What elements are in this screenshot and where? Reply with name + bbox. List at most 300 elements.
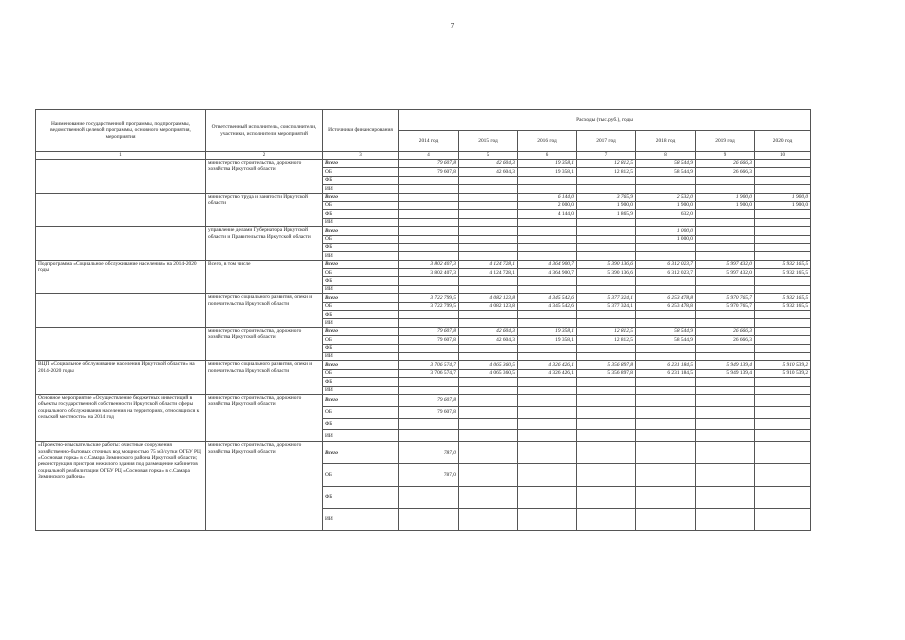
- value-cell: [755, 336, 811, 344]
- value-cell: [696, 210, 755, 218]
- program-name-cell: [36, 193, 206, 227]
- value-cell: [755, 430, 811, 442]
- value-cell: [399, 176, 459, 184]
- value-cell: [577, 418, 636, 430]
- value-cell: 5 932 165,5: [755, 260, 811, 268]
- value-cell: 4 345 542,6: [518, 302, 577, 310]
- value-cell: 5 970 765,7: [696, 294, 755, 302]
- value-cell: [577, 406, 636, 418]
- value-cell: [518, 394, 577, 406]
- value-cell: [636, 319, 696, 327]
- value-cell: [518, 406, 577, 418]
- value-cell: [518, 176, 577, 184]
- executor-cell: министерство строительства, дорожного хозяйства Иркутской области: [206, 160, 323, 194]
- value-cell: [696, 285, 755, 293]
- value-cell: [696, 486, 755, 508]
- column-index: 2: [206, 152, 323, 160]
- value-cell: [755, 464, 811, 486]
- value-cell: [577, 352, 636, 360]
- value-cell: [696, 386, 755, 394]
- source-cell: ИИ: [323, 508, 399, 530]
- column-index: 4: [399, 152, 459, 160]
- value-cell: [636, 442, 696, 464]
- value-cell: [577, 311, 636, 319]
- source-cell: ИИ: [323, 319, 399, 327]
- value-cell: [696, 235, 755, 243]
- value-cell: [459, 235, 518, 243]
- value-cell: 12 812,5: [577, 336, 636, 344]
- value-cell: [518, 508, 577, 530]
- value-cell: 19 358,1: [518, 336, 577, 344]
- value-cell: 58 544,9: [636, 160, 696, 168]
- header-year: 2018 год: [636, 131, 696, 152]
- value-cell: 42 604,3: [459, 160, 518, 168]
- value-cell: 42 604,3: [459, 168, 518, 176]
- value-cell: [755, 160, 811, 168]
- value-cell: [399, 352, 459, 360]
- value-cell: [518, 319, 577, 327]
- value-cell: 5 377 324,1: [577, 294, 636, 302]
- value-cell: 42 604,3: [459, 327, 518, 335]
- page-number: 7: [450, 22, 455, 30]
- value-cell: [518, 418, 577, 430]
- table-body: [36, 160, 811, 531]
- header-year: 2014 год: [399, 131, 459, 152]
- value-cell: [399, 235, 459, 243]
- value-cell: 2 000,0: [518, 201, 577, 209]
- header-year: 2017 год: [577, 131, 636, 152]
- value-cell: 1 900,0: [696, 201, 755, 209]
- value-cell: [459, 442, 518, 464]
- executor-cell: министерство социального развития, опеки и попечительства Иркутской области: [206, 361, 323, 395]
- header-source: Источники финансирования: [323, 110, 399, 152]
- source-cell: ИИ: [323, 185, 399, 193]
- value-cell: [755, 406, 811, 418]
- program-name-cell: «Проектно-изыскательские работы: очистные сооружения хозяйственно-бытовых сточных вод мощностью 75 м3/сутки ОГБУ РЦ «Сосновая горка» в с.Самара Зиминского района Иркутской области; реконструкция пристроя нежилого здания под размещение кабинетов социальной реабилитации ОГБУ РЦ «Сосновая горка» в с.Самара Зиминского района»: [36, 442, 206, 531]
- value-cell: [518, 252, 577, 260]
- source-cell: Всего: [323, 327, 399, 335]
- value-cell: [518, 285, 577, 293]
- value-cell: 42 604,3: [459, 336, 518, 344]
- value-cell: 1 000,0: [636, 227, 696, 235]
- header-year: 2015 год: [459, 131, 518, 152]
- value-cell: 58 544,9: [636, 168, 696, 176]
- table-row: [36, 442, 811, 464]
- value-cell: [636, 406, 696, 418]
- value-cell: [755, 285, 811, 293]
- value-cell: [518, 218, 577, 226]
- value-cell: [696, 464, 755, 486]
- value-cell: [459, 394, 518, 406]
- source-cell: ФБ: [323, 311, 399, 319]
- value-cell: 6 312 023,7: [636, 269, 696, 277]
- value-cell: 5 390 136,6: [577, 260, 636, 268]
- value-cell: 26 666,3: [696, 336, 755, 344]
- value-cell: 5 390 136,6: [577, 269, 636, 277]
- value-cell: 787,0: [399, 464, 459, 486]
- value-cell: 26 666,3: [696, 168, 755, 176]
- value-cell: [636, 418, 696, 430]
- source-cell: Всего: [323, 394, 399, 406]
- executor-cell: Всего, в том числе: [206, 260, 323, 294]
- table-row: [36, 160, 811, 168]
- value-cell: 5 997 432,0: [696, 269, 755, 277]
- value-cell: [459, 201, 518, 209]
- value-cell: 6 312 023,7: [636, 260, 696, 268]
- value-cell: [459, 352, 518, 360]
- source-cell: Всего: [323, 227, 399, 235]
- table-row: [36, 327, 811, 335]
- value-cell: [577, 218, 636, 226]
- source-cell: ОБ: [323, 168, 399, 176]
- value-cell: [399, 319, 459, 327]
- value-cell: [577, 227, 636, 235]
- value-cell: 3 706 574,7: [399, 369, 459, 377]
- value-cell: [636, 185, 696, 193]
- value-cell: [518, 235, 577, 243]
- table-row: [36, 294, 811, 302]
- value-cell: [696, 344, 755, 352]
- value-cell: 4 364 900,7: [518, 260, 577, 268]
- value-cell: 26 666,3: [696, 160, 755, 168]
- value-cell: 5 932 165,5: [755, 302, 811, 310]
- value-cell: [399, 378, 459, 386]
- value-cell: [696, 319, 755, 327]
- value-cell: [399, 430, 459, 442]
- value-cell: 19 358,1: [518, 168, 577, 176]
- value-cell: [577, 285, 636, 293]
- source-cell: ИИ: [323, 352, 399, 360]
- value-cell: 58 544,9: [636, 336, 696, 344]
- program-name-cell: ВЦП «Социальное обслуживание населения Иркутской области» на 2014-2020 годы: [36, 361, 206, 395]
- value-cell: [518, 243, 577, 251]
- header-executor: Ответственный исполнитель, соисполнители, участники, исполнители мероприятий: [206, 110, 323, 152]
- value-cell: 12 812,5: [577, 160, 636, 168]
- value-cell: [518, 277, 577, 285]
- value-cell: [399, 508, 459, 530]
- source-cell: ОБ: [323, 235, 399, 243]
- source-cell: ИИ: [323, 252, 399, 260]
- value-cell: [636, 386, 696, 394]
- source-cell: ФБ: [323, 378, 399, 386]
- value-cell: 4 082 123,8: [459, 294, 518, 302]
- value-cell: 632,0: [636, 210, 696, 218]
- value-cell: 4 082 123,8: [459, 302, 518, 310]
- value-cell: [518, 227, 577, 235]
- source-cell: ФБ: [323, 210, 399, 218]
- value-cell: [399, 218, 459, 226]
- value-cell: [399, 243, 459, 251]
- value-cell: [399, 252, 459, 260]
- value-cell: [696, 218, 755, 226]
- value-cell: 5 970 765,7: [696, 302, 755, 310]
- value-cell: [755, 218, 811, 226]
- program-name-cell: Основное мероприятие «Осуществление бюджетных инвестиций в объекты государственной собственности Иркутской области сферы социального обслуживания населения на территориях, относящихся к сельской местности» на 2014 год: [36, 394, 206, 441]
- value-cell: 4 326 426,1: [518, 361, 577, 369]
- value-cell: 58 544,9: [636, 327, 696, 335]
- value-cell: [636, 464, 696, 486]
- value-cell: [755, 176, 811, 184]
- value-cell: [696, 442, 755, 464]
- value-cell: [459, 386, 518, 394]
- value-cell: [459, 210, 518, 218]
- value-cell: [399, 210, 459, 218]
- program-name-cell: [36, 327, 206, 361]
- value-cell: [755, 442, 811, 464]
- header-year: 2019 год: [696, 131, 755, 152]
- value-cell: [459, 486, 518, 508]
- source-cell: ОБ: [323, 464, 399, 486]
- program-name-cell: [36, 160, 206, 194]
- value-cell: [459, 176, 518, 184]
- value-cell: [577, 243, 636, 251]
- value-cell: [696, 430, 755, 442]
- column-index: 9: [696, 152, 755, 160]
- column-index: 5: [459, 152, 518, 160]
- value-cell: [399, 227, 459, 235]
- value-cell: [755, 418, 811, 430]
- value-cell: 4 065 360,5: [459, 369, 518, 377]
- column-index: 6: [518, 152, 577, 160]
- source-cell: ИИ: [323, 285, 399, 293]
- value-cell: [399, 386, 459, 394]
- value-cell: 1 865,9: [577, 210, 636, 218]
- value-cell: 5 949 139,4: [696, 369, 755, 377]
- value-cell: [696, 227, 755, 235]
- value-cell: 4 326 426,1: [518, 369, 577, 377]
- header-program: Наименование государственной программы, подпрограммы, ведомственной целевой программы, основного мероприятия, мероприятия: [36, 110, 206, 152]
- source-cell: Всего: [323, 160, 399, 168]
- value-cell: [518, 386, 577, 394]
- value-cell: [518, 352, 577, 360]
- value-cell: [636, 508, 696, 530]
- value-cell: [636, 252, 696, 260]
- header-expenses: Расходы (тыс.руб.), годы: [399, 110, 811, 131]
- value-cell: [636, 243, 696, 251]
- value-cell: 4 124 728,1: [459, 269, 518, 277]
- source-cell: Всего: [323, 294, 399, 302]
- value-cell: [399, 277, 459, 285]
- value-cell: 5 932 165,5: [755, 269, 811, 277]
- value-cell: [459, 277, 518, 285]
- value-cell: [459, 430, 518, 442]
- value-cell: [696, 176, 755, 184]
- value-cell: [577, 319, 636, 327]
- value-cell: [696, 394, 755, 406]
- value-cell: [459, 252, 518, 260]
- value-cell: [696, 406, 755, 418]
- executor-cell: министерство строительства, дорожного хозяйства Иркутской области: [206, 327, 323, 361]
- value-cell: [577, 176, 636, 184]
- executor-cell: министерство социального развития, опеки и попечительства Иркутской области: [206, 294, 323, 328]
- value-cell: 787,0: [399, 442, 459, 464]
- value-cell: [755, 252, 811, 260]
- value-cell: 79 607,8: [399, 336, 459, 344]
- value-cell: [577, 386, 636, 394]
- value-cell: [696, 311, 755, 319]
- table-row: [36, 394, 811, 406]
- value-cell: [636, 430, 696, 442]
- value-cell: [518, 185, 577, 193]
- value-cell: [459, 319, 518, 327]
- source-cell: ФБ: [323, 418, 399, 430]
- value-cell: 5 910 539,2: [755, 369, 811, 377]
- value-cell: [518, 464, 577, 486]
- value-cell: [755, 486, 811, 508]
- value-cell: 5 377 324,1: [577, 302, 636, 310]
- value-cell: [755, 386, 811, 394]
- column-index: 3: [323, 152, 399, 160]
- value-cell: 5 932 165,5: [755, 294, 811, 302]
- value-cell: 1 900,0: [577, 201, 636, 209]
- executor-cell: управление делами Губернатора Иркутской области и Правительства Иркутской области: [206, 227, 323, 261]
- value-cell: [755, 344, 811, 352]
- value-cell: [518, 430, 577, 442]
- value-cell: 1 900,0: [636, 201, 696, 209]
- value-cell: [399, 311, 459, 319]
- value-cell: 79 607,8: [399, 394, 459, 406]
- value-cell: [755, 168, 811, 176]
- source-cell: ИИ: [323, 386, 399, 394]
- source-cell: Всего: [323, 361, 399, 369]
- value-cell: [459, 193, 518, 201]
- value-cell: [755, 227, 811, 235]
- column-index: 8: [636, 152, 696, 160]
- value-cell: [636, 218, 696, 226]
- source-cell: ОБ: [323, 269, 399, 277]
- value-cell: [577, 486, 636, 508]
- value-cell: 3 722 799,5: [399, 302, 459, 310]
- value-cell: [399, 285, 459, 293]
- value-cell: [755, 311, 811, 319]
- source-cell: ФБ: [323, 176, 399, 184]
- value-cell: 19 358,1: [518, 160, 577, 168]
- value-cell: 19 358,1: [518, 327, 577, 335]
- executor-cell: министерство строительства, дорожного хозяйства Иркутской области: [206, 394, 323, 441]
- value-cell: [577, 277, 636, 285]
- header-year: 2016 год: [518, 131, 577, 152]
- value-cell: [518, 378, 577, 386]
- source-cell: ОБ: [323, 336, 399, 344]
- source-cell: Всего: [323, 193, 399, 201]
- value-cell: [755, 508, 811, 530]
- executor-cell: министерство труда и занятости Иркутской области: [206, 193, 323, 227]
- value-cell: [696, 378, 755, 386]
- value-cell: 6 231 184,5: [636, 369, 696, 377]
- value-cell: [577, 464, 636, 486]
- value-cell: [518, 344, 577, 352]
- value-cell: [755, 352, 811, 360]
- value-cell: [399, 344, 459, 352]
- value-cell: 5 356 897,8: [577, 369, 636, 377]
- value-cell: [696, 252, 755, 260]
- value-cell: [518, 311, 577, 319]
- column-index: 1: [36, 152, 206, 160]
- expenditure-table: [35, 109, 811, 531]
- source-cell: ОБ: [323, 302, 399, 310]
- source-cell: ФБ: [323, 277, 399, 285]
- program-name-cell: [36, 294, 206, 328]
- value-cell: 5 910 539,2: [755, 361, 811, 369]
- value-cell: 1 900,0: [755, 193, 811, 201]
- value-cell: [577, 235, 636, 243]
- value-cell: [577, 185, 636, 193]
- value-cell: [577, 378, 636, 386]
- value-cell: 6 253 478,8: [636, 294, 696, 302]
- value-cell: [459, 344, 518, 352]
- value-cell: [636, 311, 696, 319]
- value-cell: [755, 319, 811, 327]
- value-cell: [755, 394, 811, 406]
- value-cell: [636, 344, 696, 352]
- executor-cell: министерство строительства, дорожного хозяйства Иркутской области: [206, 442, 323, 531]
- value-cell: 1 900,0: [755, 201, 811, 209]
- value-cell: [459, 227, 518, 235]
- value-cell: [459, 406, 518, 418]
- value-cell: 3 802 407,3: [399, 260, 459, 268]
- value-cell: [459, 218, 518, 226]
- value-cell: [399, 486, 459, 508]
- value-cell: [696, 352, 755, 360]
- table-row: [36, 361, 811, 369]
- source-cell: ОБ: [323, 201, 399, 209]
- value-cell: 3 802 407,3: [399, 269, 459, 277]
- value-cell: 4 364 900,7: [518, 269, 577, 277]
- value-cell: [755, 185, 811, 193]
- value-cell: [696, 243, 755, 251]
- source-cell: ФБ: [323, 344, 399, 352]
- value-cell: [696, 418, 755, 430]
- source-cell: Всего: [323, 442, 399, 464]
- value-cell: [518, 486, 577, 508]
- value-cell: 3 706 574,7: [399, 361, 459, 369]
- value-cell: 3 722 799,5: [399, 294, 459, 302]
- value-cell: [755, 235, 811, 243]
- value-cell: 3 765,9: [577, 193, 636, 201]
- value-cell: 4 345 542,6: [518, 294, 577, 302]
- source-cell: Всего: [323, 260, 399, 268]
- value-cell: [696, 277, 755, 285]
- value-cell: 79 607,8: [399, 406, 459, 418]
- value-cell: [518, 442, 577, 464]
- value-cell: 79 607,8: [399, 160, 459, 168]
- value-cell: 5 997 432,0: [696, 260, 755, 268]
- program-name-cell: Подпрограмма «Социальное обслуживание населения» на 2014-2020 годы: [36, 260, 206, 294]
- value-cell: 26 666,3: [696, 327, 755, 335]
- value-cell: [636, 176, 696, 184]
- value-cell: [577, 394, 636, 406]
- value-cell: 6 253 478,8: [636, 302, 696, 310]
- value-cell: [755, 277, 811, 285]
- value-cell: [459, 508, 518, 530]
- value-cell: [459, 285, 518, 293]
- value-cell: [459, 418, 518, 430]
- table-row: [36, 227, 811, 235]
- value-cell: [399, 193, 459, 201]
- program-name-cell: [36, 227, 206, 261]
- value-cell: [636, 277, 696, 285]
- value-cell: [459, 464, 518, 486]
- value-cell: [459, 378, 518, 386]
- value-cell: [577, 252, 636, 260]
- value-cell: [636, 394, 696, 406]
- value-cell: 4 144,0: [518, 210, 577, 218]
- value-cell: [399, 185, 459, 193]
- value-cell: [459, 185, 518, 193]
- source-cell: ИИ: [323, 430, 399, 442]
- value-cell: [696, 185, 755, 193]
- value-cell: 2 532,0: [636, 193, 696, 201]
